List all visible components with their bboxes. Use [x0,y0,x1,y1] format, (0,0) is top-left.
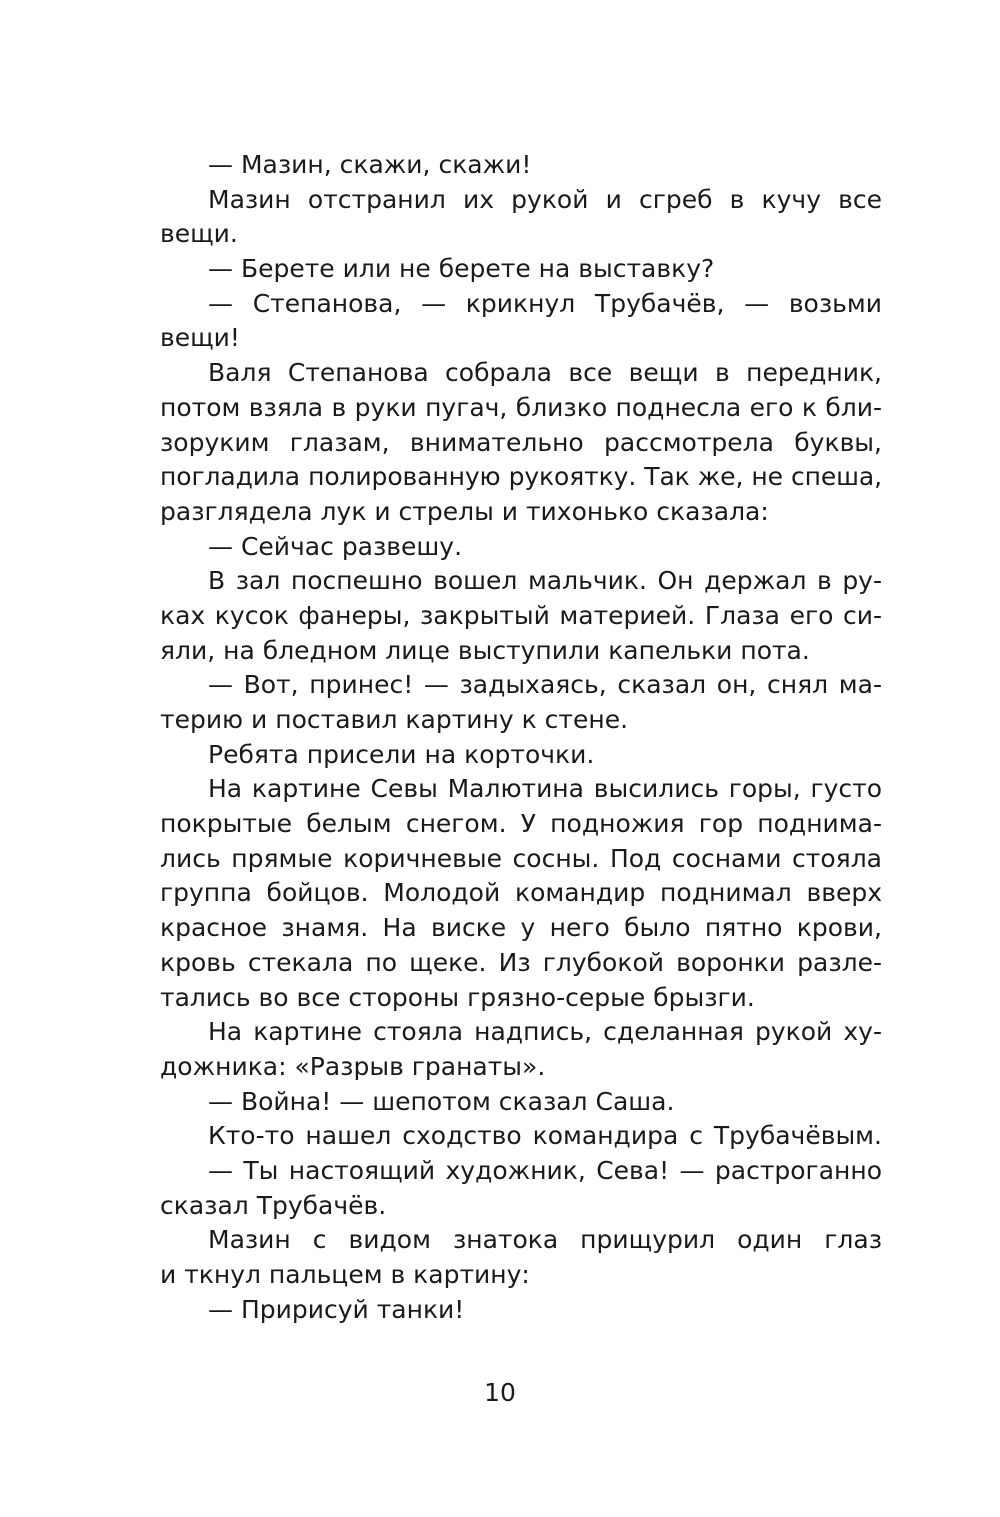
text-line: Кто-то нашел сходство командира с Трубачёвым. [208,1121,882,1151]
text-line: разглядела лук и стрелы и тихонько сказала: [160,496,769,526]
text-line: Мазин с видом знатока прищурил один глаз [208,1225,882,1255]
text-line: — Ты настоящий художник, Сева! — растроганно [208,1155,882,1185]
text-line: вещи. [160,219,238,249]
text-line: — Степанова, — крикнул Трубачёв, — возьми [208,288,882,318]
text-line: — Вот, принес! — задыхаясь, сказал он, снял ма- [208,670,882,700]
text-line: дожника: «Разрыв гранаты». [160,1051,546,1081]
text-line: тались во все стороны грязно-серые брызги. [160,982,755,1012]
text-line: лись прямые коричневые сосны. Под соснами стояла [160,843,882,873]
text-line: — Мазин, скажи, скажи! [208,150,532,179]
text-line: кровь стекала по щеке. Из глубокой воронки разле- [160,947,882,977]
text-line: красное знамя. На виске у него было пятно крови, [160,913,882,943]
text-line: — Война! — шепотом сказал Саша. [208,1086,675,1116]
text-line: зоруким глазам, внимательно рассмотрела буквы, [160,427,882,457]
text-line: и ткнул пальцем в картину: [160,1260,530,1289]
text-line: Валя Степанова собрала все вещи в передник, [208,358,882,388]
text-line: — Сейчас развешу. [208,531,463,561]
text-line: На картине Севы Малютина высились горы, густо [208,774,882,804]
text-line: потом взяла в руки пугач, близко поднесла его к бли- [160,392,882,422]
text-line: группа бойцов. Молодой командир поднимал вверх [160,878,882,908]
text-line: погладила полированную рукоятку. Так же, не спеша, [160,462,882,492]
text-line: ках кусок фанеры, закрытый материей. Глаза его си- [160,600,882,630]
text-line: — Пририсуй танки! [208,1294,465,1324]
text-line: Ребята присели на корточки. [208,739,595,769]
text-line: терию и поставил картину к стене. [160,705,629,734]
page-number: 10 [484,1378,516,1407]
text-line: В зал поспешно вошел мальчик. Он держал в ру- [208,566,882,596]
text-line: вещи! [160,323,240,353]
text-line: На картине стояла надпись, сделанная рукой ху- [208,1017,882,1047]
text-line: Мазин отстранил их рукой и сгреб в кучу все [208,184,882,214]
text-line: яли, на бледном лице выступили капельки пота. [160,635,810,665]
text-line: сказал Трубачёв. [160,1190,387,1220]
body-text [160,148,882,1327]
text-line: — Берете или не берете на выставку? [208,254,715,284]
text-line: покрытые белым снегом. У подножия гор поднима- [160,809,882,839]
